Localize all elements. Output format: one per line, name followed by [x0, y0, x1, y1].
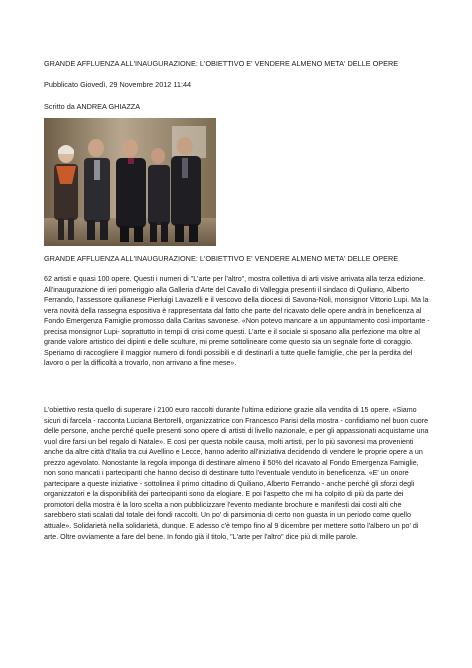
article-paragraph: L'obiettivo resta quello di superare i 2100 euro raccolti durante l'ultima edizione grazie alla vendita di 15 opere. «Siamo sicuri di farcela - racconta Luciana Bertorelli, organizzatrice con Francesco Parisi della mostra - confidiamo nel buon cuore delle persone, anche perché quelle presenti sono opere di artisti di livello nazionale, e per gli appassionati acquistarne una vuol dire farsi un bel regalo di Natale». E così per questa nobile causa, molti artisti, per lo più savonesi ma provenienti anche da altre città d'Italia tra cui Avellino e Lecce, hanno aderito all'iniziativa decidendo di vendere le proprie opere a un prezzo agevolato. Nonostante la regola imponga di destinare almeno il 50% del ricavato al Fondo Emergenza Famiglie, non sono mancati i partecipanti che hanno deciso di destinare tutto l'eventuale venduto in beneficenza. «E' un onore partecipare a queste iniziative - sottolinea il primo cittadino di Quiliano, Alberto Ferrando - anche perché gli sforzi degli organizzatori e la disponibilità dei partecipanti sono da elogiare. E poi l'aspetto che mi ha colpito di più da parte dei promotori della mostra è la loro scelta a non pubblicizzare l'evento mediante brochure e manifesti dai costi alti che sarebbero stati scalati dal totale dei fondi raccolti. Un po' di parsimonia di certo non guasta in un periodo come quello attuale». Solidarietà nella solidarietà, dunque. E adesso c'è tempo fino al 9 dicembre per mettere sotto l'albero un po' di arte. Oltre ovviamente a fare del bene. In fondo già il titolo, "L'arte per l'altro" dice più di mille parole.	[44, 406, 429, 541]
publication-date: Pubblicato Giovedì, 29 Novembre 2012 11:44	[44, 80, 192, 89]
article-title: GRANDE AFFLUENZA ALL'INAUGURAZIONE: L'OBIETTIVO E' VENDERE ALMENO META' DELLE OPERE	[44, 59, 399, 68]
group-photo-icon	[44, 118, 216, 246]
article-title-repeat: GRANDE AFFLUENZA ALL'INAUGURAZIONE: L'OBIETTIVO E' VENDERE ALMENO META' DELLE OPERE	[44, 254, 399, 263]
article-author: Scritto da ANDREA GHIAZZA	[44, 102, 141, 111]
article-photo	[44, 118, 216, 246]
article-paragraph: 62 artisti e quasi 100 opere. Questi i numeri di "L'arte per l'altro", mostra collettiva di arti visive arrivata alla terza edizione. All'inaugurazione di ieri pomeriggio alla Galleria d'Arte del Cavallo di Valleggia presenti il sindaco di Quiliano, Alberto Ferrando, l'assessore quilianese Pierluigi Lavazelli e il vescovo della diocesi di Savona-Noli, monsignor Vittorio Lupi. Ma la vera novità della rassegna espositiva è rappresentata dal fatto che parte del ricavato delle opere andrà in beneficenza al Fondo Emergenza Famiglie promosso dalla Caritas savonese. «Non potevo mancare a un appuntamento così importante -precisa monsignor Lupi- soprattutto in tempi di crisi come questi. L'arte e il sociale si sposano alla perfezione ma oltre al grande valore artistico dei dipinti e delle sculture, mi preme sottolineare come questo sia un segnale forte di coraggio. Speriamo di raccogliere il maggior numero di fondi possibili e di destinarli a tutte quelle famiglie, che per la perdita del lavoro o per la difficoltà a trovarlo, non arrivano a fine mese».	[44, 275, 430, 368]
